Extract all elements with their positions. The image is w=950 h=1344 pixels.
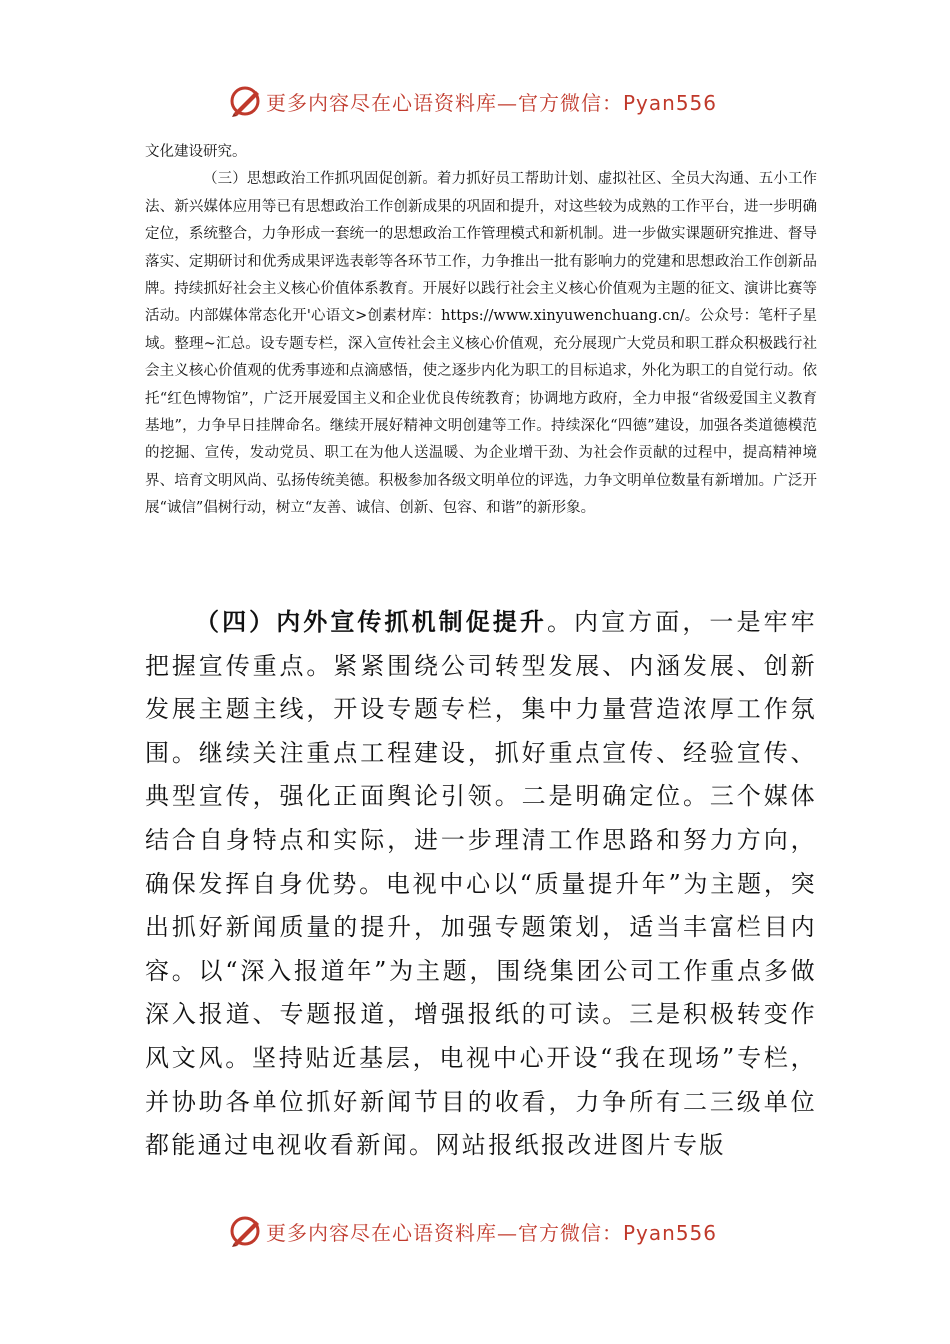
- banner-text: 更多内容尽在心语资料库—官方微信：Pyan556: [266, 1221, 718, 1245]
- section-heading: （四）内外宣传抓机制促提升: [195, 607, 547, 636]
- footer-banner: [0, 1207, 950, 1257]
- paragraph-3: （三）思想政治工作抓巩固促创新。着力抓好员工帮助计划、虚拟社区、全员大沟通、五小工作法、新兴媒体应用等已有思想政治工作创新成果的巩固和提升，对这些较为成熟的工作平台，进一步明确定位，系统整合，力争形成一套统一的思想政治工作管理模式和新机制。进一步做实课题研究推进、督导落实、定期研讨和优秀成果评选表彰等各环节工作，力争推出一批有影响力的党建和思想政治工作创新品牌。持续抓好社会主义核心价值体系教育。开展好以践行社会主义核心价值观为主题的征文、演讲比赛等活动。内部媒体常态化开'心语文>创素材库：https://www.xinyuwenchuang.cn/。公众号：笔杆子星域。整理~汇总。设专题专栏，深入宣传社会主义核心价值观，充分展现广大党员和职工群众积极践行社会主义核心价值观的优秀事迹和点滴感悟，使之逐步内化为职工的目标追求，外化为职工的自觉行动。依托“红色博物馆”，广泛开展爱国主义和企业优良传统教育；协调地方政府，全力申报“省级爱国主义教育基地”，力争早日挂牌命名。继续开展好精神文明创建等工作。持续深化“四德”建设，加强各类道德模范的挖掘、宣传，发动党员、职工在为他人送温暖、为企业增干劲、为社会作贡献的过程中，提高精神境界、培育文明风尚、弘扬传统美德。积极参加各级文明单位的评选，力争文明单位数量有新增加。广泛开展“诚信”倡树行动，树立“友善、诚信、创新、包容、和谐”的新形象。: [145, 171, 817, 517]
- pen-logo-icon: [228, 1213, 264, 1249]
- section-large-text: [145, 600, 817, 1168]
- paragraph-4: [145, 600, 817, 1168]
- wechat-id: Pyan556: [623, 91, 718, 115]
- section-small-text: [145, 139, 817, 523]
- paragraph-4-body: 。内宣方面，一是牢牢把握宣传重点。紧紧围绕公司转型发展、内涵发展、创新发展主题主线，开设专题专栏，集中力量营造浓厚工作氛围。继续关注重点工程建设，抓好重点宣传、经验宣传、典型宣传，强化正面舆论引领。二是明确定位。三个媒体结合自身特点和实际，进一步理清工作思路和努力方向，确保发挥自身优势。电视中心以“质量提升年”为主题，突出抓好新闻质量的提升，加强专题策划，适当丰富栏目内容。以“深入报道年”为主题，围绕集团公司工作重点多做深入报道、专题报道，增强报纸的可读。三是积极转变作风文风。坚持贴近基层，电视中心开设“我在现场”专栏，并协助各单位抓好新闻节目的收看，力争所有二三级单位都能通过电视收看新闻。网站报纸报改进图片专版: [145, 608, 818, 1160]
- paragraph-continued: 文化建设研究。: [145, 144, 247, 160]
- banner-text: 更多内容尽在心语资料库—官方微信：Pyan556: [266, 91, 718, 115]
- pen-logo-icon: [228, 83, 264, 119]
- header-banner: [0, 77, 950, 127]
- wechat-id: Pyan556: [623, 1221, 718, 1245]
